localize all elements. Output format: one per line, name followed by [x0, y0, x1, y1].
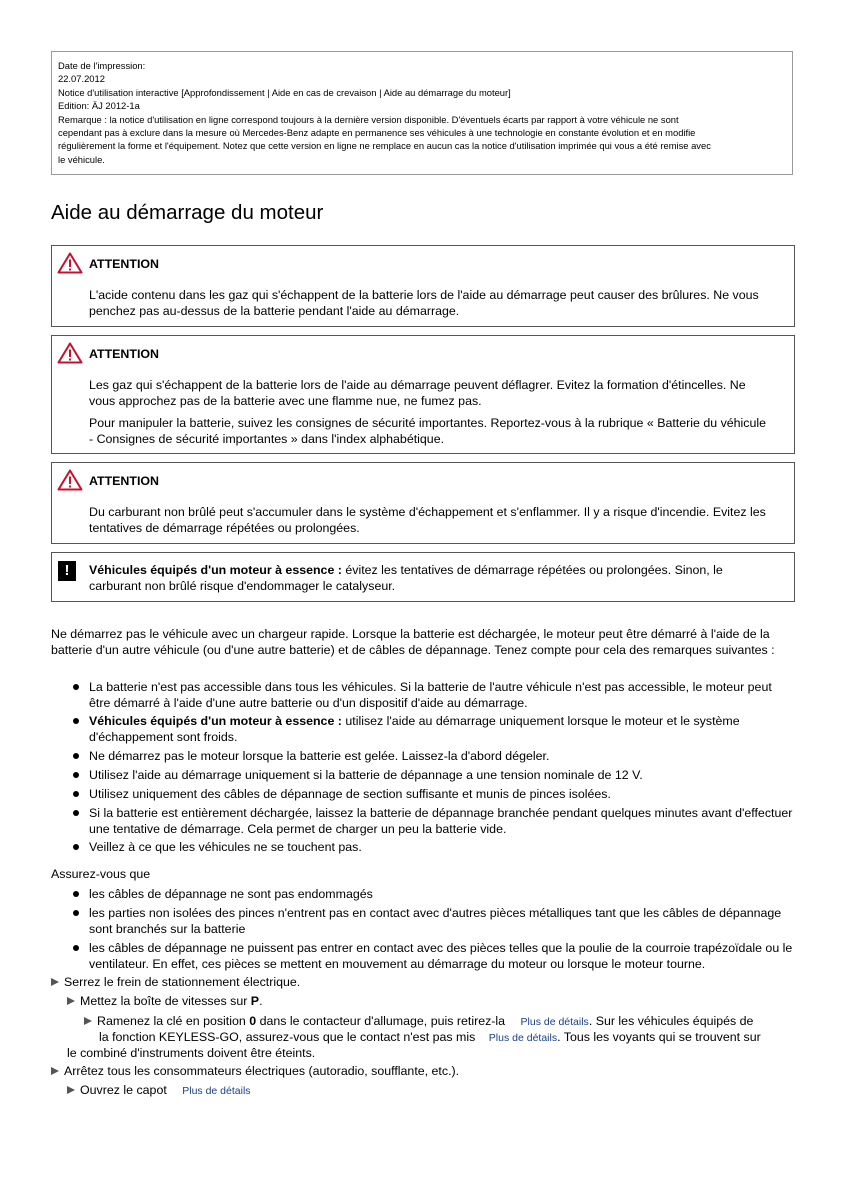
- details-link[interactable]: Plus de détails: [488, 1032, 558, 1044]
- step-arrow-icon: [84, 1017, 92, 1025]
- warning-box: [51, 462, 795, 544]
- notice-text: [89, 562, 772, 594]
- print-date: 22.07.2012: [58, 73, 105, 85]
- notice-body: évitez les tentatives de démarrage répétées ou prolongées. Sinon, le carburant non brûlé risque d'endommager le catalyseur.: [89, 563, 723, 593]
- print-date-label: Date de l'impression:: [58, 60, 146, 71]
- page-title: Aide au démarrage du moteur: [51, 201, 324, 224]
- step-arrow-icon: [67, 997, 75, 1005]
- notice-box: [51, 552, 795, 602]
- warning-triangle-icon: [57, 469, 83, 491]
- details-link[interactable]: Plus de détails: [182, 1085, 251, 1097]
- warning-box: [51, 335, 795, 454]
- step-item: Arrêtez tous les consommateurs électriques (autoradio, soufflante, etc.).: [51, 1063, 459, 1079]
- edition: Edition: ÄJ 2012-1a: [58, 100, 140, 112]
- warning-text: Les gaz qui s'échappent de la batterie lors de l'aide au démarrage peuvent déflagrer. Evitez la formation d'étincelles. Ne vous approchez pas de la batterie avec une flamme nue, ne fumez pas.: [89, 378, 746, 408]
- step-arrow-icon: [67, 1086, 75, 1094]
- warning-label: ATTENTION: [89, 257, 159, 271]
- warning-triangle-icon: [57, 342, 83, 364]
- step-item: Mettez la boîte de vitesses sur P.: [67, 993, 263, 1009]
- breadcrumb: Notice d'utilisation interactive [Approfondissement | Aide en cas de crevaison | Aide au démarrage du moteur]: [58, 86, 511, 98]
- warning-box: [51, 245, 795, 327]
- bullet-icon: [73, 791, 79, 797]
- step-arrow-icon: [51, 978, 59, 986]
- print-info-box: [51, 51, 793, 175]
- exclamation-icon: !: [58, 561, 76, 581]
- step-item: Serrez le frein de stationnement électrique.: [51, 974, 300, 990]
- notice-bold: Véhicules équipés d'un moteur à essence :: [89, 563, 342, 577]
- bullet-icon: [73, 891, 79, 897]
- bullet-icon: [73, 844, 79, 850]
- bullet-icon: [73, 810, 79, 816]
- intro-paragraph: Ne démarrez pas le véhicule avec un chargeur rapide. Lorsque la batterie est déchargée, le moteur peut être démarré à l'aide de la batterie d'un autre véhicule (ou d'une autre batterie) et de câbles de dépannage. Tenez compte pour cela des remarques suivantes :: [51, 627, 775, 657]
- remark-line: cependant pas à exclure dans la mesure où Mercedes-Benz adapte en permanence ses véhicules à une technologie en constante évolution et en modifie: [58, 127, 696, 139]
- warning-label: ATTENTION: [89, 347, 159, 361]
- bullet-icon: [73, 753, 79, 759]
- details-link[interactable]: Plus de détails: [520, 1016, 589, 1028]
- ensure-label: Assurez-vous que: [51, 867, 151, 881]
- bullet-icon: [73, 910, 79, 916]
- step-item: Ouvrez le capot Plus de détails: [67, 1082, 251, 1099]
- warning-text: Pour manipuler la batterie, suivez les consignes de sécurité importantes. Reportez-vous à la rubrique « Batterie du véhicule - Consignes de sécurité importantes » dans l'index alphabétique.: [89, 416, 767, 446]
- bullet-icon: [73, 684, 79, 690]
- remark-line: Remarque : la notice d'utilisation en ligne correspond toujours à la dernière version disponible. D'éventuels écarts par rapport à votre véhicule ne sont: [58, 113, 679, 125]
- remark-line: régulièrement la forme et l'équipement. Notez que cette version en ligne ne remplace en aucun cas la notice d'utilisation imprimée qui vous a été remise avec: [58, 140, 711, 152]
- step-arrow-icon: [51, 1067, 59, 1075]
- step-item: Ramenez la clé en position 0 dans le contacteur d'allumage, puis retirez-la Plus de détails. Sur les véhicules équipés de: [84, 1013, 753, 1030]
- bullet-icon: [73, 772, 79, 778]
- warning-text: L'acide contenu dans les gaz qui s'échappent de la batterie lors de l'aide au démarrage peut causer des brûlures. Ne vous penchez pas au-dessus de la batterie pendant l'aide au démarrage.: [89, 288, 759, 318]
- warning-label: ATTENTION: [89, 474, 159, 488]
- step-item-continuation: la fonction KEYLESS-GO, assurez-vous que le contact n'est pas mis Plus de détails. Tous les voyants qui se trouvent sur: [99, 1030, 761, 1044]
- bullet-icon: [73, 718, 79, 724]
- remark-line: le véhicule.: [58, 153, 105, 165]
- bullet-icon: [73, 945, 79, 951]
- warning-triangle-icon: [57, 252, 83, 274]
- warning-text: Du carburant non brûlé peut s'accumuler dans le système d'échappement et s'enflammer. Il y a risque d'incendie. Evitez les tentatives de démarrage répétées ou prolongées.: [89, 505, 766, 535]
- step-item-continuation: le combiné d'instruments doivent être éteints.: [67, 1046, 316, 1060]
